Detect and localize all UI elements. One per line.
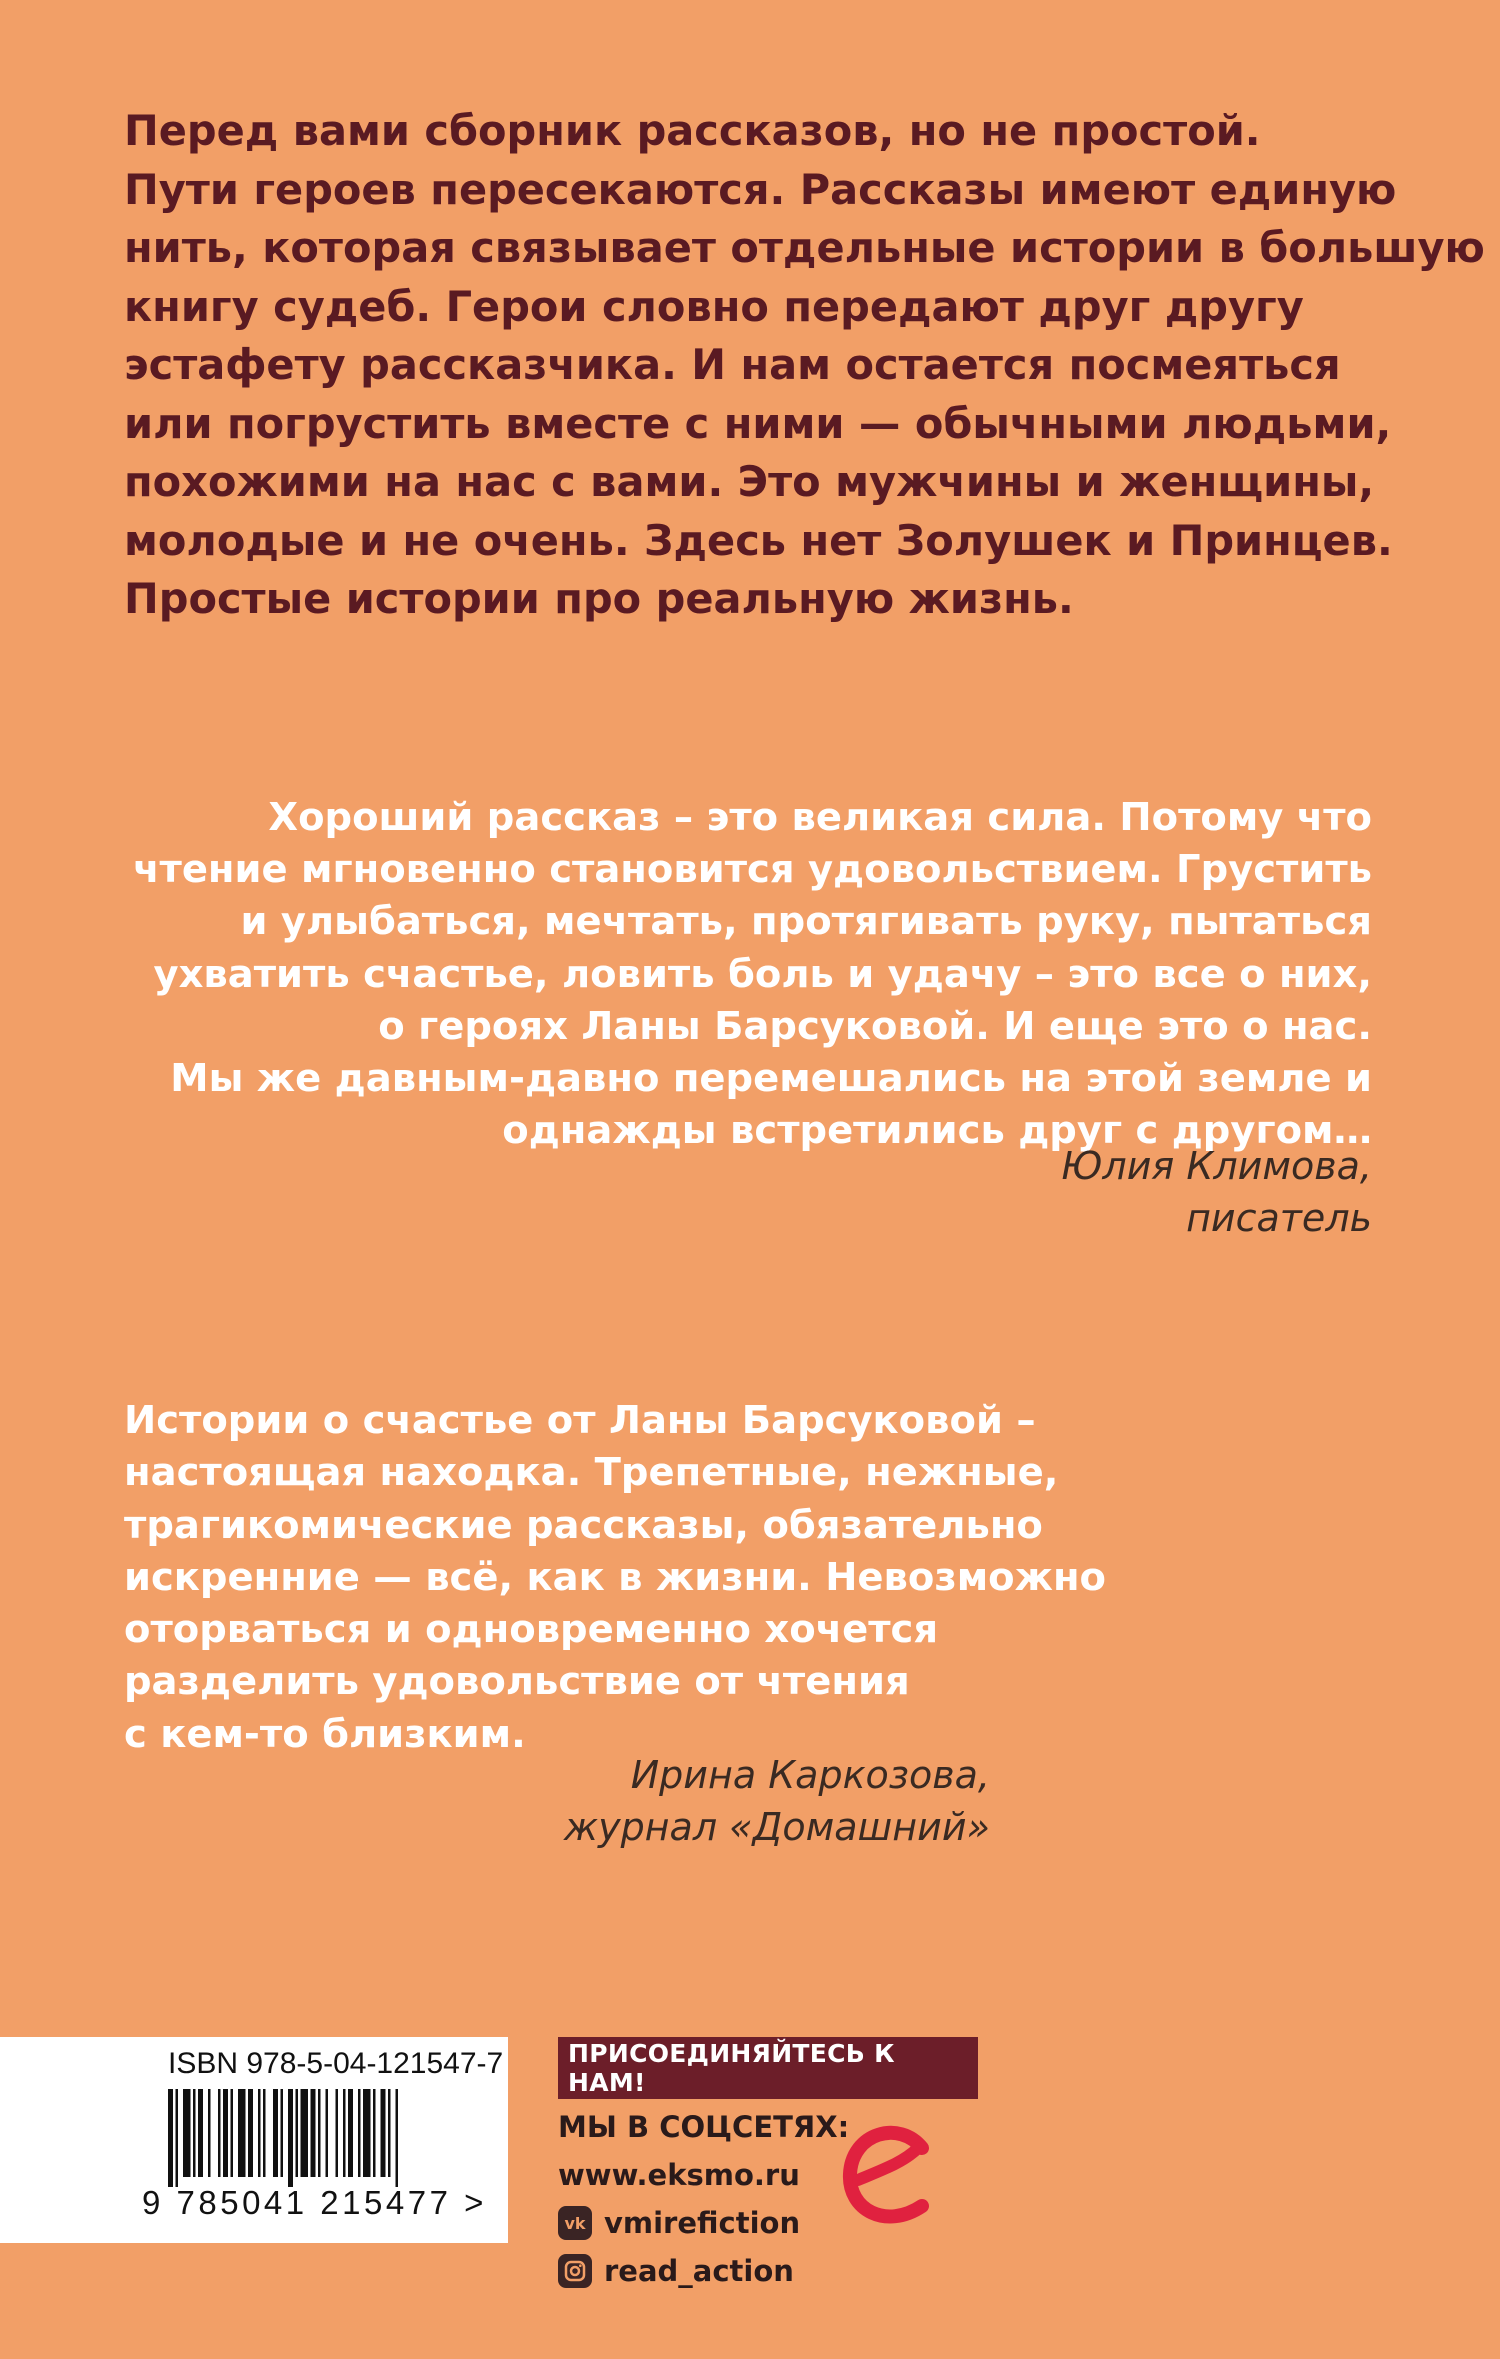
barcode-bar [311,2089,316,2177]
eksmo-logo-icon [838,2118,938,2236]
quote-author-role: писатель [1186,1196,1372,1240]
barcode-bar [248,2089,253,2177]
barcode-bar [358,2089,361,2177]
isbn-label: ISBN 978-5-04-121547-7 [168,2047,504,2080]
blurb-line: Перед вами сборник рассказов, но не простой. [124,106,1261,155]
barcode-bar [176,2089,179,2187]
blurb-line: похожими на нас с вами. Это мужчины и женщины, [124,457,1375,506]
barcode-digits: 9 785041 215477 > [142,2184,487,2221]
blurb-line: молодые и не очень. Здесь нет Золушек и Принцев. [124,515,1393,565]
quote-attribution [672,1140,1372,1244]
blurb-line: Пути героев пересекаются. Рассказы имеют единую [124,164,1397,214]
barcode-bar [301,2089,309,2177]
barcode-bar [208,2089,211,2177]
barcode-bar [168,2089,173,2187]
blurb-line: книгу судеб. Герои словно передают друг другу [124,281,1304,331]
testimonial-review [124,1395,1124,1761]
quote-line: о героях Ланы Барсуковой. И еще это о нас. [378,1003,1372,1049]
barcode-bar [296,2089,299,2177]
barcode-bar [263,2089,266,2177]
vk-handle: vmirefiction [604,2206,801,2240]
quote-line: и улыбаться, мечтать, протягивать руку, пытаться [240,899,1372,945]
quote-line: чтение мгновенно становится удовольствием. Грустить [133,847,1372,893]
barcode-bar [193,2089,196,2177]
barcode-bar [258,2089,261,2177]
barcode-bar [343,2089,346,2177]
review-line: трагикомические рассказы, обязательно [124,1502,1043,1548]
quote-line: Мы же давным-давно перемешались на этой земле и [170,1056,1372,1102]
barcode-bars [168,2089,468,2187]
blurb-line: нить, которая связывает отдельные истории в большую [124,223,1485,272]
barcode-bar [326,2089,329,2177]
website-link[interactable]: www.eksmo.ru [558,2158,800,2192]
barcode-bar [381,2089,386,2177]
quote-author: Юлия Климова, [1061,1144,1372,1188]
barcode-bar [288,2089,293,2187]
barcode-bar [238,2089,246,2177]
review-line: оторваться и одновременно хочется [124,1607,939,1653]
barcode-bar [336,2089,339,2177]
blurb-line: эстафету рассказчика. И нам остается посмеяться [124,340,1341,389]
quote-line: однажды встретились друг с другом… [502,1108,1372,1154]
barcode-bar [318,2089,321,2177]
barcode-bar [273,2089,278,2177]
quote-line: Хороший рассказ – это великая сила. Потому что [268,795,1372,840]
blurb-line: или погрустить вместе с ними — обычными людьми, [124,398,1392,448]
barcode-bar [198,2089,203,2177]
instagram-link[interactable] [558,2251,978,2291]
review-attribution [400,1749,990,1853]
barcode-bar [388,2089,391,2177]
review-line: разделить удовольствие от чтения [124,1659,910,1705]
testimonial-quote [112,792,1372,1157]
barcode-bar [218,2089,221,2177]
barcode-bar [223,2089,228,2177]
instagram-icon [558,2254,592,2288]
review-line: настоящая находка. Трепетные, нежные, [124,1450,1059,1496]
join-banner: ПРИСОЕДИНЯЙТЕСЬ К НАМ! [558,2037,978,2099]
blurb-line: Простые истории про реальную жизнь. [124,574,1074,623]
review-line: с кем-то близким. [124,1711,526,1757]
barcode-bar [396,2089,399,2187]
review-author-role: журнал «Домашний» [563,1805,990,1849]
barcode-panel [0,2037,508,2243]
review-author: Ирина Каркозова, [630,1753,990,1797]
barcode-bar [363,2089,371,2177]
barcode-bar [231,2089,234,2177]
instagram-handle: read_action [604,2254,794,2288]
review-line: Истории о счастье от Ланы Барсуковой – [124,1398,1036,1443]
cover-blurb [124,102,1485,629]
barcode-bar [373,2089,376,2177]
vk-icon: vk [558,2206,592,2240]
barcode-bar [281,2089,284,2177]
review-line: искренние — всё, как в жизни. Невозможно [124,1554,1106,1600]
social-heading: МЫ В СОЦСЕТЯХ: [558,2110,850,2144]
quote-line: ухватить счастье, ловить боль и удачу – это все о них, [153,951,1372,997]
barcode-bar [348,2089,353,2177]
barcode-bar [183,2089,191,2177]
